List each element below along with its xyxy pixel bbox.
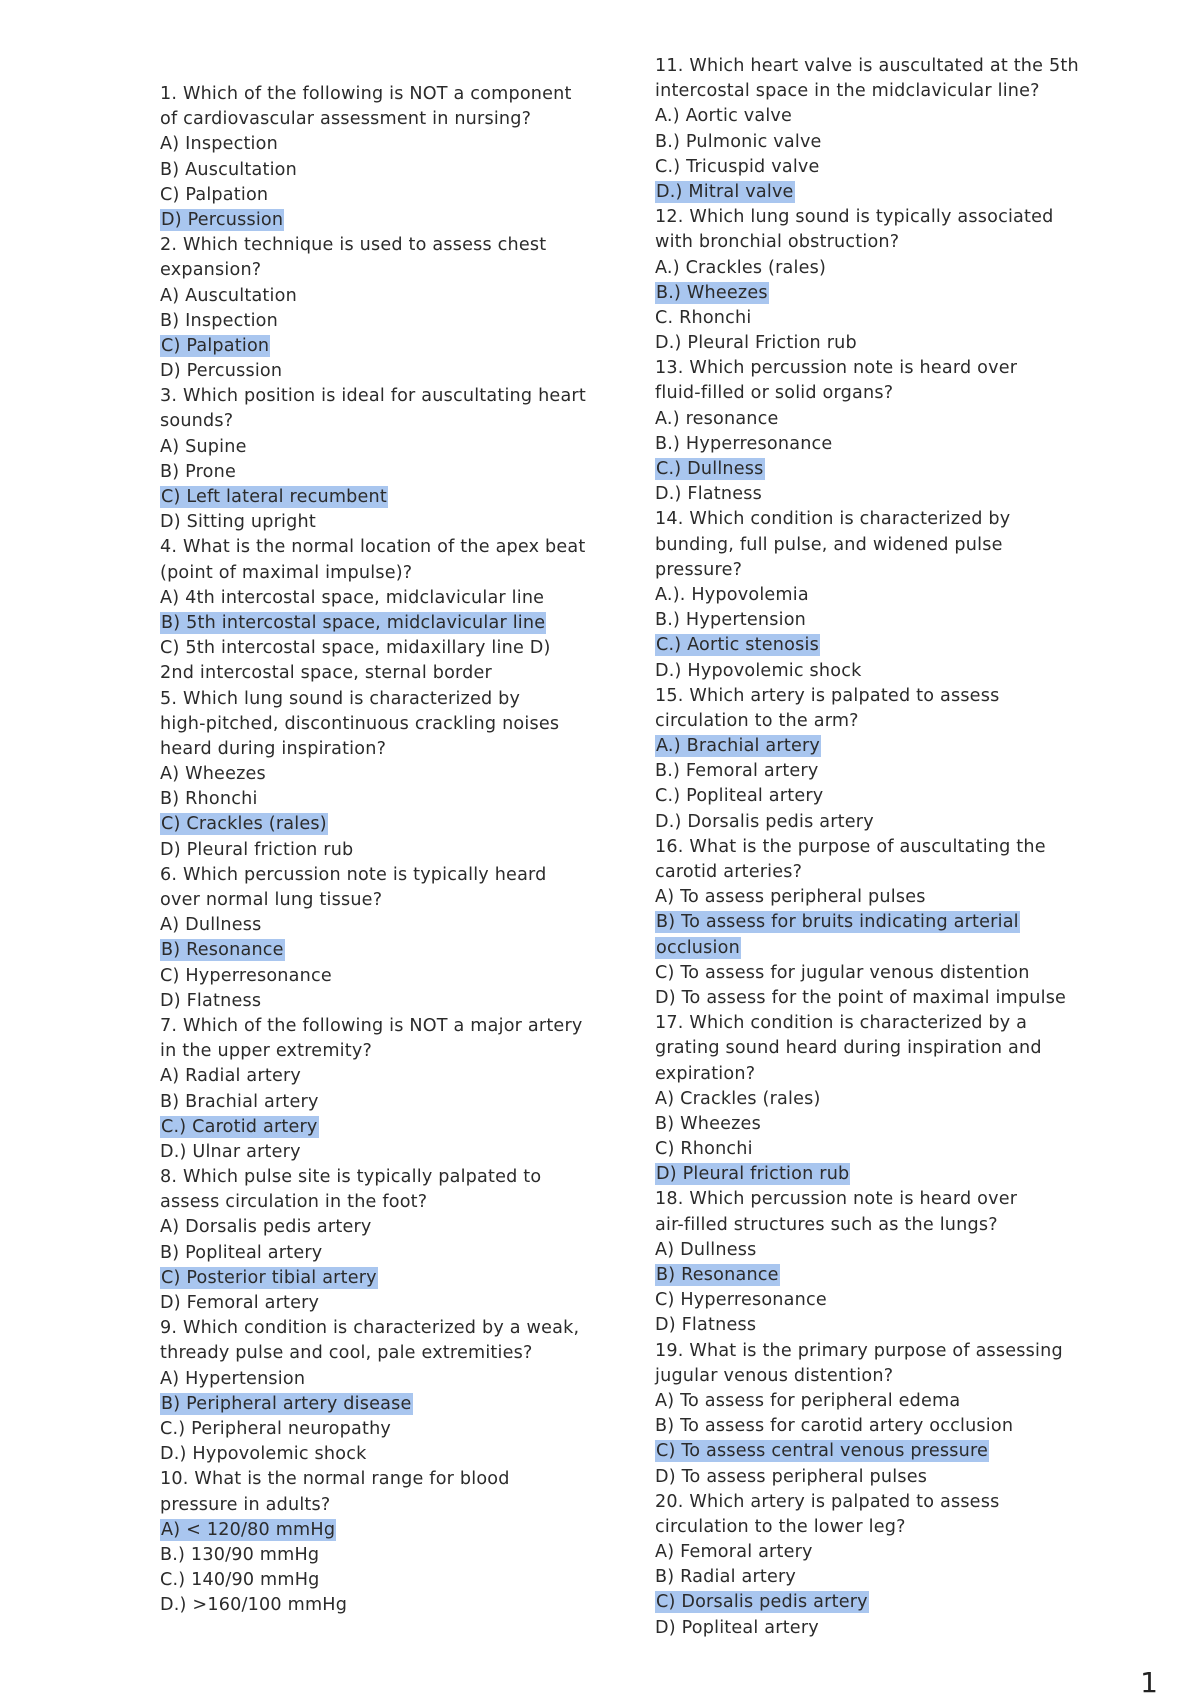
highlighted-answer: C) Palpation <box>161 335 270 356</box>
line-text: D.) Hypovolemic shock <box>655 660 862 681</box>
text-line <box>160 737 630 762</box>
line-text: C.) Popliteal artery <box>655 786 824 807</box>
right-column <box>655 54 1115 1641</box>
text-line <box>655 910 1115 935</box>
highlighted-answer: B) Resonance <box>161 940 284 961</box>
line-text: 5. Which lung sound is characterized by <box>160 688 521 709</box>
highlighted-answer: B) To assess for bruits indicating arterial <box>656 912 1019 933</box>
line-text: sounds? <box>160 411 234 432</box>
text-line <box>655 1465 1115 1490</box>
text-line <box>655 1112 1115 1137</box>
line-text: carotid arteries? <box>655 862 803 882</box>
highlighted-answer: C) Left lateral recumbent <box>161 487 387 507</box>
line-text: A.) Crackles (rales) <box>655 257 827 278</box>
text-line <box>655 1137 1115 1162</box>
text-line <box>160 183 630 208</box>
line-text: A) Inspection <box>160 134 278 155</box>
question-text <box>160 384 630 409</box>
line-text: circulation to the arm? <box>655 710 859 731</box>
highlighted-answer: C) To assess central venous pressure <box>656 1441 989 1462</box>
line-text: high-pitched, discontinuous crackling noises <box>160 713 560 734</box>
line-text: B) Prone <box>160 461 237 482</box>
text-line <box>160 812 630 837</box>
text-line <box>160 1367 630 1392</box>
text-line <box>160 989 630 1014</box>
text-line <box>160 510 630 535</box>
line-text: of cardiovascular assessment in nursing? <box>160 109 532 130</box>
text-line <box>160 1543 630 1568</box>
text-line <box>655 734 1115 759</box>
question-text <box>160 233 630 258</box>
question-text <box>655 1011 1115 1036</box>
line-text: D) Pleural friction rub <box>160 839 354 860</box>
line-text: D) Femoral artery <box>160 1293 320 1313</box>
question-text <box>160 1165 630 1190</box>
text-line <box>160 460 630 485</box>
line-text: A.). Hypovolemia <box>655 584 809 605</box>
text-line <box>160 208 630 233</box>
text-line <box>160 1090 630 1115</box>
text-line <box>160 787 630 812</box>
text-line <box>655 961 1115 986</box>
line-text: circulation to the lower leg? <box>655 1516 906 1537</box>
text-line <box>160 938 630 963</box>
text-line <box>655 1162 1115 1187</box>
line-text: 2nd intercostal space, sternal border <box>160 663 492 684</box>
text-line <box>160 435 630 460</box>
text-line <box>655 1062 1115 1087</box>
line-text: 8. Which pulse site is typically palpated to <box>160 1167 542 1188</box>
text-line <box>160 913 630 938</box>
line-text: intercostal space in the midclavicular line? <box>655 81 1040 102</box>
line-text: C) To assess for jugular venous distention <box>655 962 1030 983</box>
text-line <box>655 986 1115 1011</box>
highlighted-answer: occlusion <box>656 937 740 958</box>
text-line <box>160 359 630 384</box>
question-text <box>655 1490 1115 1515</box>
line-text: 10. What is the normal range for blood <box>160 1469 510 1490</box>
line-text: D) Sitting upright <box>160 512 316 533</box>
text-line <box>160 586 630 611</box>
page-number: 1 <box>1140 1666 1158 1699</box>
text-line <box>655 1616 1115 1641</box>
line-text: expansion? <box>160 260 262 281</box>
line-text: D) Percussion <box>160 361 283 382</box>
text-line <box>655 180 1115 205</box>
text-line <box>160 258 630 283</box>
line-text: A) To assess for peripheral edema <box>655 1390 961 1411</box>
line-text: A.) Aortic valve <box>655 106 793 127</box>
text-line <box>160 1039 630 1064</box>
line-text: C) Rhonchi <box>655 1139 753 1160</box>
text-line <box>655 659 1115 684</box>
text-line <box>160 1241 630 1266</box>
line-text: A) Wheezes <box>160 764 266 785</box>
line-text: B.) Hypertension <box>655 610 807 631</box>
text-line <box>160 1392 630 1417</box>
text-line <box>160 712 630 737</box>
question-text <box>655 507 1115 532</box>
text-line <box>655 331 1115 356</box>
question-text <box>160 82 630 107</box>
line-text: A.) resonance <box>655 408 779 429</box>
highlighted-answer: A.) Brachial artery <box>656 736 821 757</box>
text-line <box>160 1493 630 1518</box>
highlighted-answer: C) Crackles (rales) <box>161 814 327 835</box>
question-text <box>160 535 630 560</box>
line-text: grating sound heard during inspiration and <box>655 1038 1042 1059</box>
line-text: 16. What is the purpose of auscultating the <box>655 836 1046 857</box>
line-text: in the upper extremity? <box>160 1041 373 1062</box>
line-text: D) Popliteal artery <box>655 1617 819 1638</box>
text-line <box>655 407 1115 432</box>
line-text: C.) 140/90 mmHg <box>160 1570 320 1591</box>
text-line <box>160 1518 630 1543</box>
highlighted-answer: D) Percussion <box>161 209 284 230</box>
line-text: A) Hypertension <box>160 1368 306 1389</box>
question-text <box>655 684 1115 709</box>
line-text: thready pulse and cool, pale extremities? <box>160 1343 533 1364</box>
question-text <box>655 1339 1115 1364</box>
text-line <box>655 104 1115 129</box>
highlighted-answer: B) Resonance <box>656 1265 779 1285</box>
text-line <box>655 1313 1115 1338</box>
highlighted-answer: B) Peripheral artery disease <box>161 1393 412 1414</box>
text-line <box>160 1115 630 1140</box>
line-text: B) To assess for carotid artery occlusion <box>655 1416 1014 1437</box>
line-text: 12. Which lung sound is typically associated <box>655 207 1054 228</box>
question-text <box>655 356 1115 381</box>
text-line <box>655 155 1115 180</box>
text-line <box>655 1036 1115 1061</box>
line-text: 9. Which condition is characterized by a weak, <box>160 1318 580 1339</box>
highlighted-answer: D) Pleural friction rub <box>656 1164 850 1185</box>
line-text: 3. Which position is ideal for auscultating heart <box>160 386 586 407</box>
text-line <box>655 457 1115 482</box>
question-text <box>655 1187 1115 1212</box>
text-line <box>655 759 1115 784</box>
text-line <box>655 810 1115 835</box>
line-text: assess circulation in the foot? <box>160 1192 428 1213</box>
line-text: A) Dullness <box>160 915 262 936</box>
highlighted-answer: C.) Carotid artery <box>161 1116 318 1137</box>
text-line <box>655 381 1115 406</box>
line-text: 20. Which artery is palpated to assess <box>655 1491 1000 1512</box>
text-line <box>655 1439 1115 1464</box>
line-text: D.) Flatness <box>655 484 762 505</box>
text-line <box>655 256 1115 281</box>
text-line <box>655 130 1115 155</box>
line-text: 17. Which condition is characterized by a <box>655 1013 1028 1034</box>
line-text: (point of maximal impulse)? <box>160 562 413 583</box>
text-line <box>655 306 1115 331</box>
text-line <box>655 79 1115 104</box>
line-text: A) To assess peripheral pulses <box>655 887 926 908</box>
text-line <box>655 936 1115 961</box>
text-line <box>160 1190 630 1215</box>
line-text: B) Auscultation <box>160 159 297 180</box>
line-text: 2. Which technique is used to assess chest <box>160 235 547 256</box>
text-line <box>655 1238 1115 1263</box>
line-text: 18. Which percussion note is heard over <box>655 1189 1018 1210</box>
text-line <box>160 762 630 787</box>
text-line <box>655 1087 1115 1112</box>
text-line <box>160 1266 630 1291</box>
text-line <box>655 1540 1115 1565</box>
text-line <box>160 485 630 510</box>
text-line <box>655 1565 1115 1590</box>
text-line <box>655 1515 1115 1540</box>
text-line <box>655 482 1115 507</box>
line-text: 14. Which condition is characterized by <box>655 509 1011 530</box>
line-text: fluid-filled or solid organs? <box>655 383 894 404</box>
text-line <box>655 633 1115 658</box>
line-text: A) Femoral artery <box>655 1542 813 1563</box>
highlighted-answer: C) Dorsalis pedis artery <box>656 1592 868 1613</box>
line-text: 1. Which of the following is NOT a component <box>160 84 572 104</box>
line-text: expiration? <box>655 1063 756 1084</box>
line-text: C) Hyperresonance <box>160 965 332 986</box>
text-line <box>160 636 630 661</box>
text-line <box>655 860 1115 885</box>
line-text: B) Popliteal artery <box>160 1242 323 1263</box>
highlighted-answer: B) 5th intercostal space, midclavicular line <box>161 612 546 633</box>
question-text <box>160 1316 630 1341</box>
question-text <box>160 863 630 888</box>
line-text: C) 5th intercostal space, midaxillary line D) <box>160 638 551 659</box>
text-line <box>160 661 630 686</box>
text-line <box>160 1442 630 1467</box>
text-line <box>160 611 630 636</box>
text-line <box>160 132 630 157</box>
text-line <box>160 561 630 586</box>
line-text: air-filled structures such as the lungs? <box>655 1214 998 1235</box>
line-text: A) Dullness <box>655 1239 757 1260</box>
line-text: bunding, full pulse, and widened pulse <box>655 534 1003 555</box>
line-text: 13. Which percussion note is heard over <box>655 358 1018 379</box>
text-line <box>655 1213 1115 1238</box>
line-text: B) Brachial artery <box>160 1091 319 1112</box>
line-text: C) Hyperresonance <box>655 1290 827 1311</box>
question-text <box>160 1467 630 1492</box>
text-line <box>160 1593 630 1618</box>
text-line <box>655 1590 1115 1615</box>
highlighted-answer: B.) Wheezes <box>656 282 768 303</box>
line-text: B.) 130/90 mmHg <box>160 1544 320 1565</box>
line-text: B) Radial artery <box>655 1567 797 1588</box>
highlighted-answer: C.) Aortic stenosis <box>656 635 819 656</box>
text-line <box>655 784 1115 809</box>
text-line <box>160 158 630 183</box>
text-line <box>655 608 1115 633</box>
line-text: D) To assess peripheral pulses <box>655 1466 928 1487</box>
text-line <box>160 409 630 434</box>
line-text: D.) Dorsalis pedis artery <box>655 811 874 832</box>
question-text <box>655 54 1115 79</box>
line-text: A) 4th intercostal space, midclavicular line <box>160 587 545 608</box>
text-line <box>160 334 630 359</box>
question-text <box>655 205 1115 230</box>
text-line <box>160 107 630 132</box>
text-line <box>655 558 1115 583</box>
line-text: with bronchial obstruction? <box>655 232 900 253</box>
highlighted-answer: A) < 120/80 mmHg <box>161 1519 336 1540</box>
text-line <box>160 1341 630 1366</box>
line-text: D) To assess for the point of maximal impulse <box>655 987 1067 1008</box>
text-line <box>655 709 1115 734</box>
text-line <box>160 1291 630 1316</box>
text-line <box>160 284 630 309</box>
text-line <box>655 281 1115 306</box>
text-line <box>160 838 630 863</box>
line-text: 11. Which heart valve is auscultated at the 5th <box>655 56 1079 76</box>
line-text: C. Rhonchi <box>655 307 752 328</box>
line-text: D) Flatness <box>160 990 262 1011</box>
text-line <box>655 1288 1115 1313</box>
line-text: B.) Pulmonic valve <box>655 131 822 152</box>
line-text: jugular venous distention? <box>655 1365 894 1386</box>
question-text <box>655 835 1115 860</box>
text-line <box>160 1064 630 1089</box>
line-text: B) Inspection <box>160 310 278 331</box>
text-line <box>655 583 1115 608</box>
line-text: D.) >160/100 mmHg <box>160 1595 348 1616</box>
line-text: 7. Which of the following is NOT a major artery <box>160 1015 583 1036</box>
line-text: A) Radial artery <box>160 1066 302 1087</box>
highlighted-answer: D.) Mitral valve <box>656 181 794 202</box>
line-text: D.) Pleural Friction rub <box>655 333 857 354</box>
line-text: pressure in adults? <box>160 1494 331 1515</box>
text-line <box>655 432 1115 457</box>
text-line <box>160 888 630 913</box>
line-text: D.) Ulnar artery <box>160 1141 301 1162</box>
line-text: 15. Which artery is palpated to assess <box>655 685 1000 706</box>
line-text: D) Flatness <box>655 1315 757 1336</box>
line-text: 19. What is the primary purpose of assessing <box>655 1340 1063 1361</box>
question-text <box>160 687 630 712</box>
line-text: D.) Hypovolemic shock <box>160 1444 367 1465</box>
line-text: over normal lung tissue? <box>160 890 383 910</box>
line-text: B.) Femoral artery <box>655 761 819 782</box>
text-line <box>160 964 630 989</box>
text-line <box>655 1389 1115 1414</box>
line-text: heard during inspiration? <box>160 738 387 759</box>
text-line <box>655 885 1115 910</box>
line-text: A) Dorsalis pedis artery <box>160 1217 372 1238</box>
line-text: pressure? <box>655 559 743 580</box>
line-text: 6. Which percussion note is typically heard <box>160 864 547 885</box>
text-line <box>655 1364 1115 1389</box>
text-line <box>655 1263 1115 1288</box>
line-text: 4. What is the normal location of the apex beat <box>160 537 586 558</box>
line-text: B) Wheezes <box>655 1113 761 1134</box>
line-text: B) Rhonchi <box>160 789 258 810</box>
text-line <box>655 1414 1115 1439</box>
line-text: A) Auscultation <box>160 285 297 306</box>
line-text: C) Palpation <box>160 184 269 205</box>
line-text: A) Supine <box>160 436 247 457</box>
line-text: B.) Hyperresonance <box>655 433 833 454</box>
highlighted-answer: C) Posterior tibial artery <box>161 1267 377 1288</box>
text-line <box>160 309 630 334</box>
text-line <box>160 1568 630 1593</box>
text-line <box>160 1215 630 1240</box>
text-line <box>655 230 1115 255</box>
text-line <box>160 1417 630 1442</box>
question-text <box>160 1014 630 1039</box>
highlighted-answer: C.) Dullness <box>656 459 764 479</box>
text-line <box>160 1140 630 1165</box>
line-text: A) Crackles (rales) <box>655 1088 821 1109</box>
line-text: C.) Peripheral neuropathy <box>160 1418 392 1439</box>
line-text: C.) Tricuspid valve <box>655 156 820 177</box>
left-column <box>160 82 630 1618</box>
text-line <box>655 533 1115 558</box>
